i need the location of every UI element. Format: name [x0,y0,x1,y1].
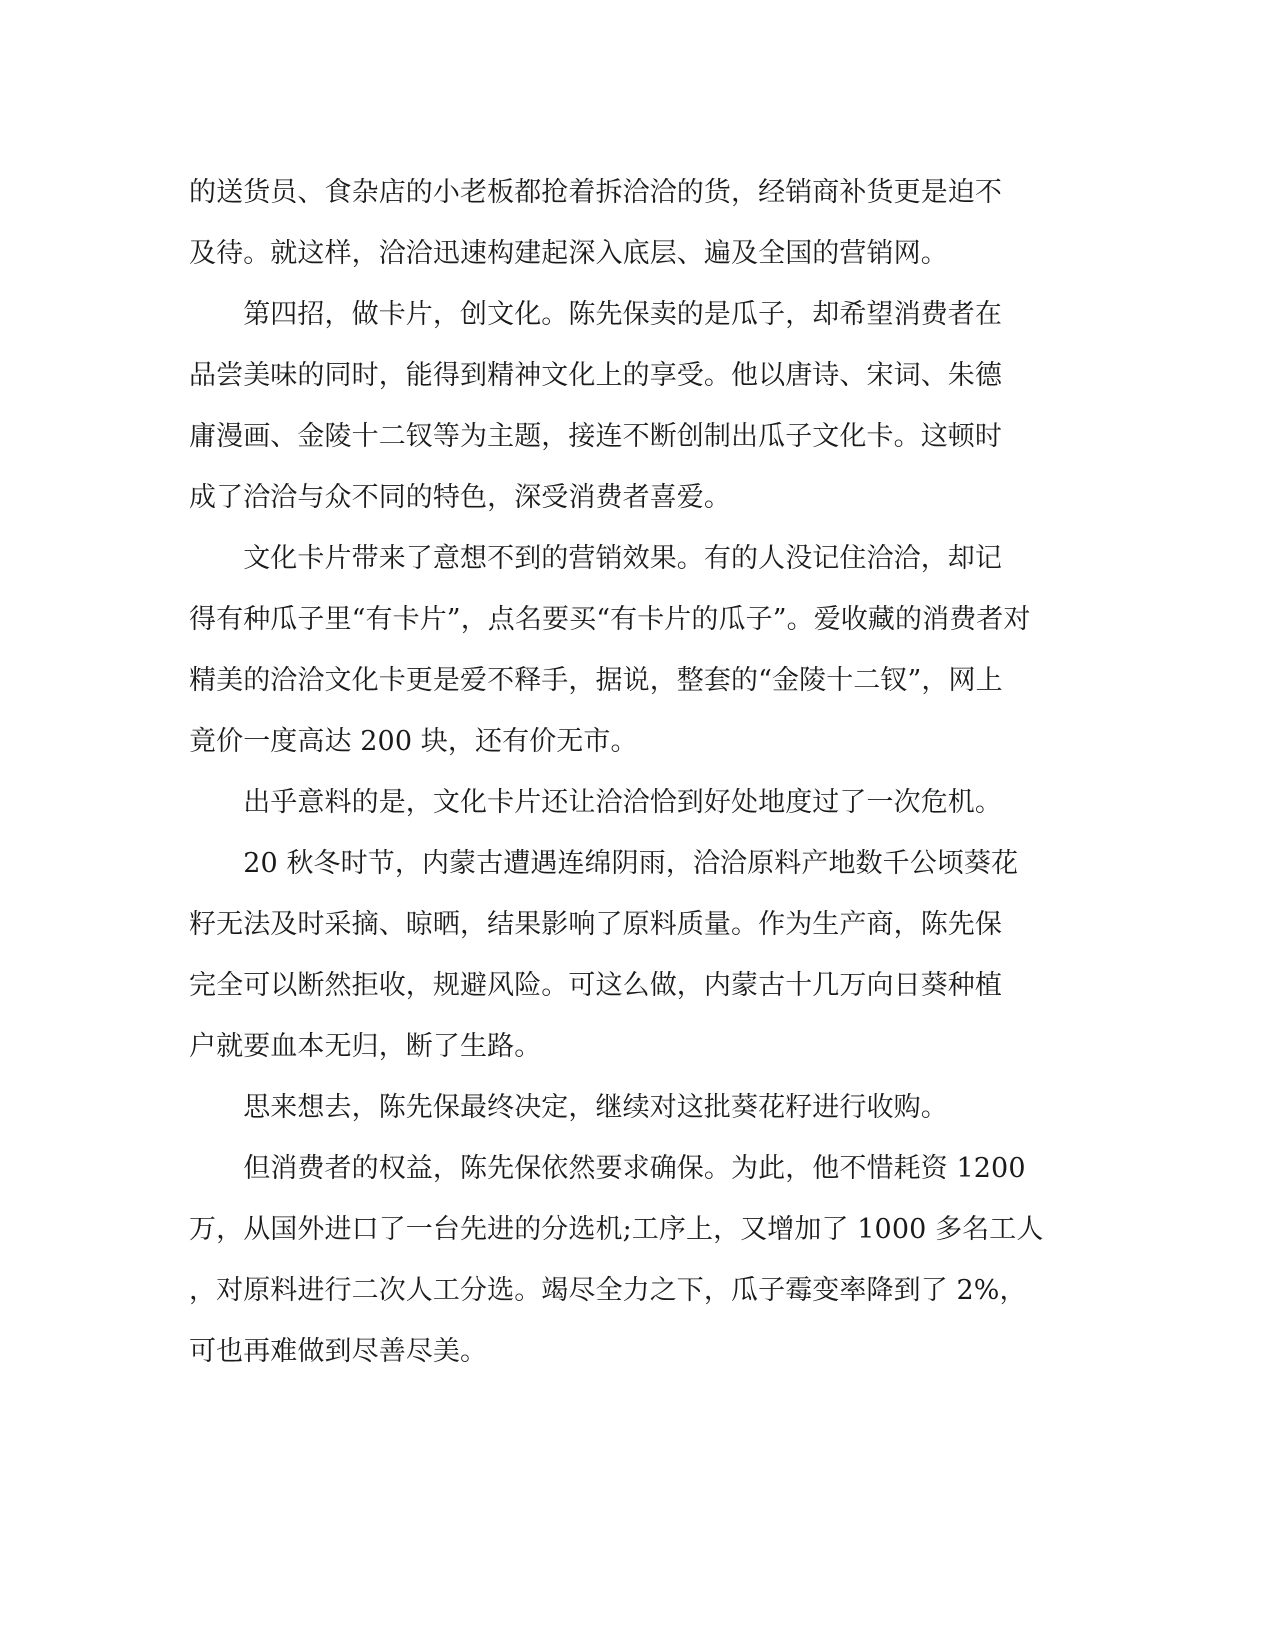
text-line: 得有种瓜子里“有卡片”，点名要买“有卡片的瓜子”。爱收藏的消费者对 [189,604,1031,635]
text-line: 思来想去，陈先保最终决定，继续对这批葵花籽进行收购。 [189,1092,948,1123]
text-line: 及待。就这样，洽洽迅速构建起深入底层、遍及全国的营销网。 [189,238,948,269]
text-line: 籽无法及时采摘、晾晒，结果影响了原料质量。作为生产商，陈先保 [189,909,1002,940]
text-line: ，对原料进行二次人工分选。竭尽全力之下，瓜子霉变率降到了 2%， [189,1275,1027,1306]
text-line: 文化卡片带来了意想不到的营销效果。有的人没记住洽洽，却记 [189,543,1002,574]
text-line: 万，从国外进口了一台先进的分选机;工序上，又增加了 1000 多名工人 [189,1214,1044,1245]
text-line: 但消费者的权益，陈先保依然要求确保。为此，他不惜耗资 1200 [189,1153,1026,1184]
text-line: 的送货员、食杂店的小老板都抢着拆洽洽的货，经销商补货更是迫不 [189,177,1002,208]
text-line: 出乎意料的是，文化卡片还让洽洽恰到好处地度过了一次危机。 [189,787,1002,818]
text-line: 户就要血本无归，断了生路。 [189,1031,542,1062]
text-line: 完全可以断然拒收，规避风险。可这么做，内蒙古十几万向日葵种植 [189,970,1002,1001]
text-line: 20 秋冬时节，内蒙古遭遇连绵阴雨，洽洽原料产地数千公顷葵花 [189,848,1019,879]
text-line: 成了洽洽与众不同的特色，深受消费者喜爱。 [189,482,731,513]
text-line: 可也再难做到尽善尽美。 [189,1336,488,1367]
body-text [189,162,1079,1382]
text-line: 第四招，做卡片，创文化。陈先保卖的是瓜子，却希望消费者在 [189,299,1002,330]
text-line: 庸漫画、金陵十二钗等为主题，接连不断创制出瓜子文化卡。这顿时 [189,421,1002,452]
text-line: 竟价一度高达 200 块，还有价无市。 [189,726,638,757]
text-line: 品尝美味的同时，能得到精神文化上的享受。他以唐诗、宋词、朱德 [189,360,1002,391]
text-line: 精美的洽洽文化卡更是爱不释手，据说，整套的“金陵十二钗”，网上 [189,665,1003,696]
